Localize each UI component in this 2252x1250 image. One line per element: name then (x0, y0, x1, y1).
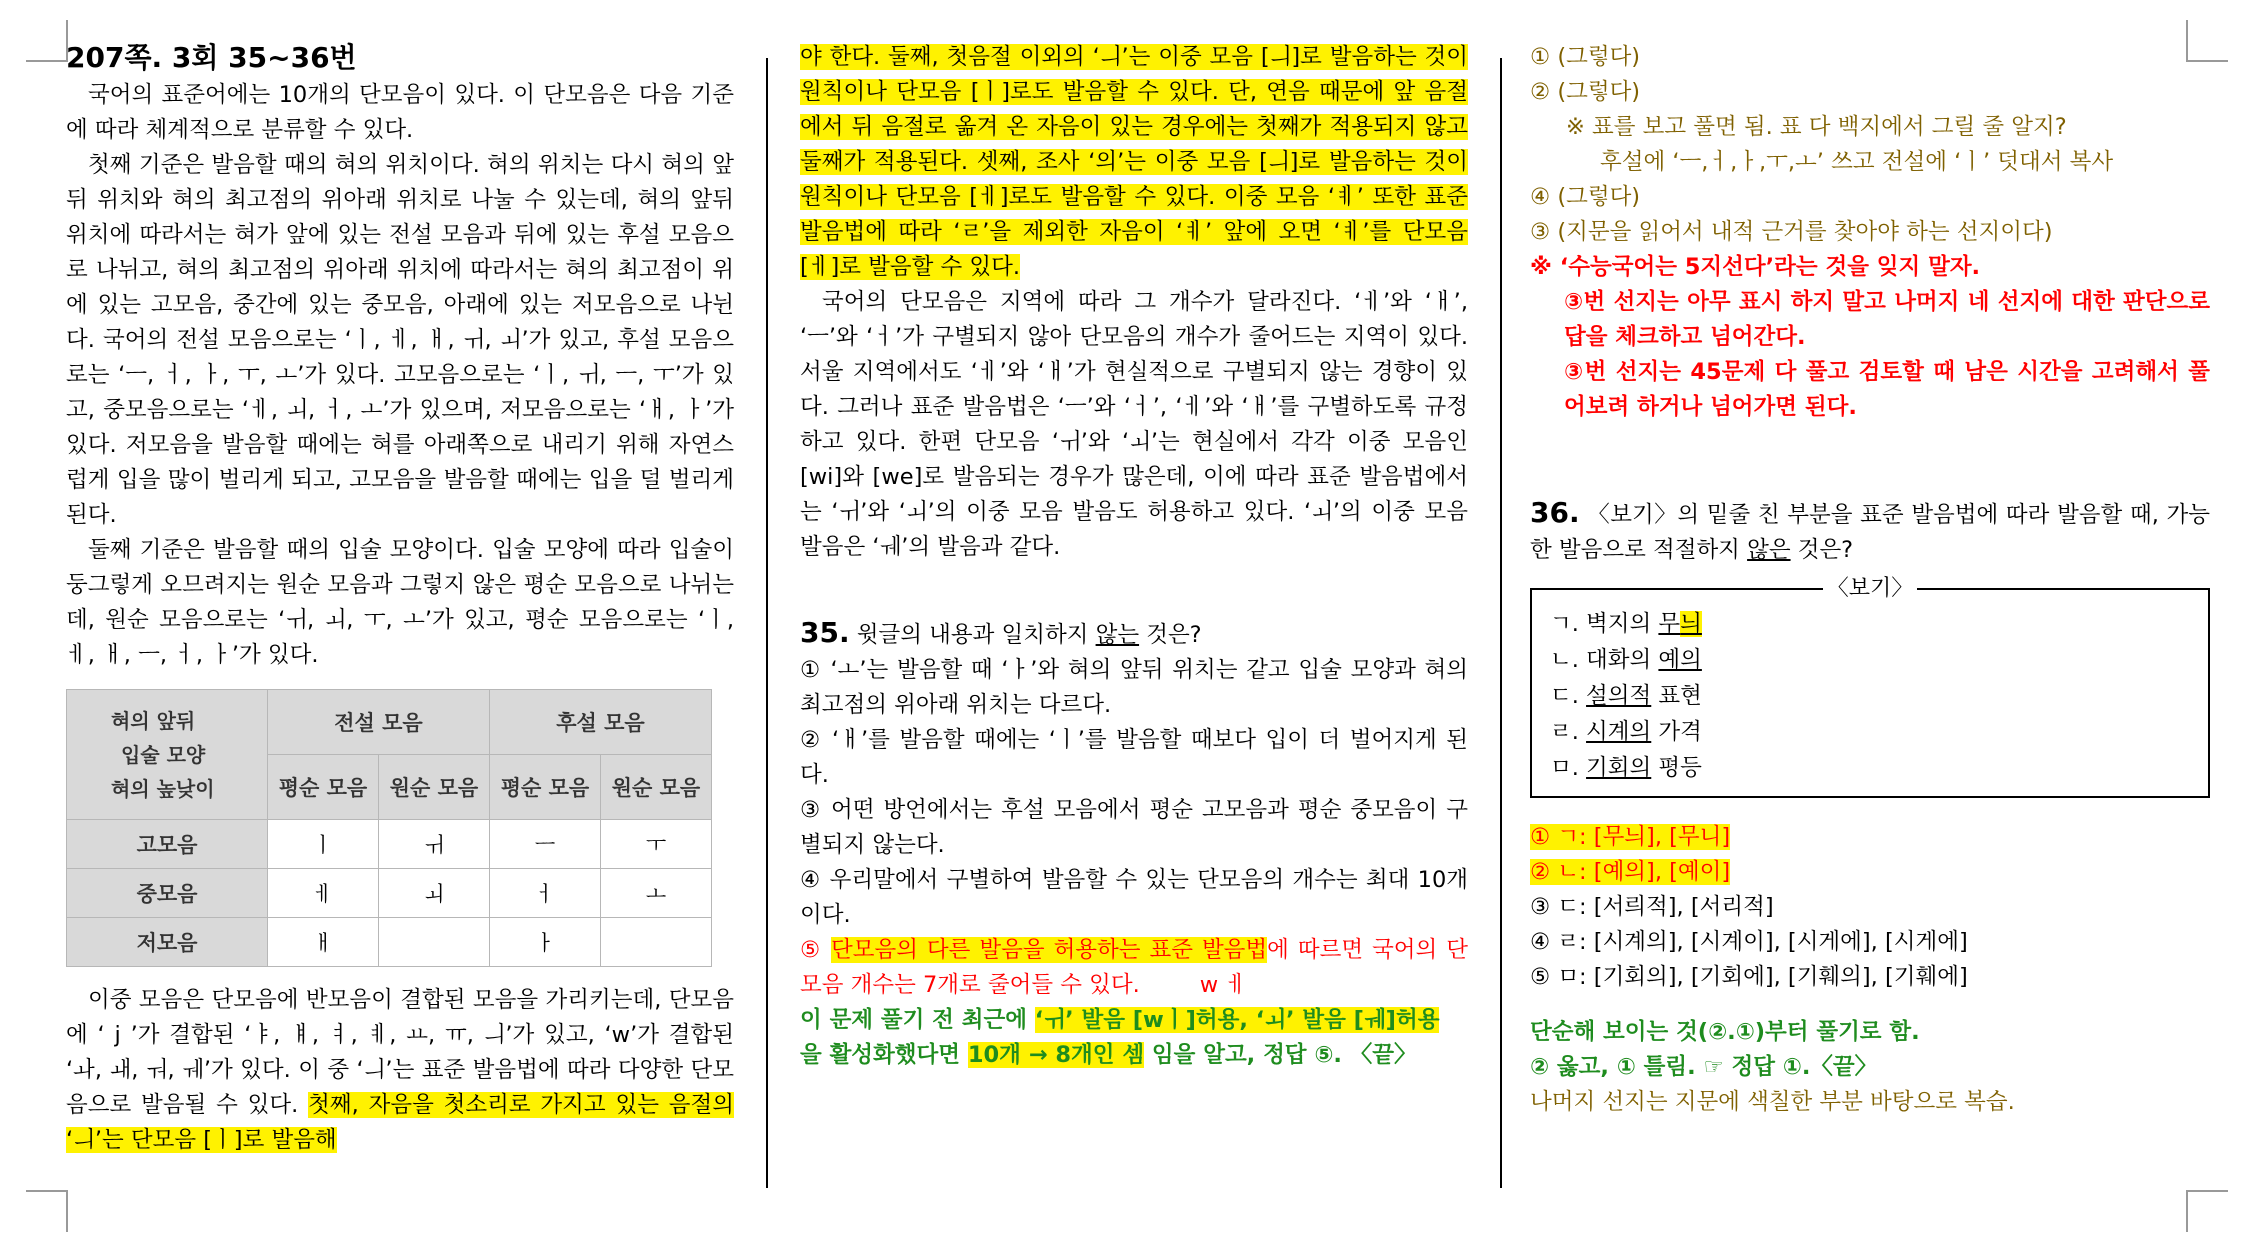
example-item-prefix: ㄷ. (1550, 683, 1587, 709)
row-label-mid: 중모음 (67, 869, 268, 918)
example-box-label (1532, 574, 2208, 604)
table-cell: ㅗ (601, 869, 712, 918)
example-item-word: 예의 (1658, 647, 1702, 673)
note-choice-3: ③ (지문을 읽어서 내적 근거를 찾아야 하는 선지이다) (1530, 219, 2053, 245)
question-36 (1530, 495, 2210, 568)
example-box (1530, 576, 2210, 798)
example-item-word: 기회의 (1586, 755, 1652, 781)
option-2-text: ② ㄴ: [예의], [예이] (1530, 859, 1731, 885)
corner-mark-bottom-left (26, 1190, 68, 1232)
example-item-prefix: ㅁ. (1550, 755, 1587, 781)
explanation-35-highlight-2: 10개 → 8개인 셈 (967, 1042, 1145, 1068)
table-row (67, 820, 712, 869)
option-1[interactable] (1530, 820, 2210, 855)
choice-2[interactable]: ② ‘ㅐ’를 발음할 때에는 ‘ㅣ’를 발음할 때보다 입이 더 벌어지게 된다. (800, 727, 1468, 788)
summary-3: 나머지 선지는 지문에 색칠한 부분 바탕으로 복습. (1530, 1089, 2015, 1115)
warning-1: ※ ‘수능국어는 5지선다’라는 것을 잊지 말자. (1530, 254, 1981, 280)
example-item-suffix: 표현 (1651, 683, 1702, 709)
summary-2: ② 옳고, ① 틀림. ☞ 정답 ①.〈끝〉 (1530, 1054, 1878, 1080)
highlight-rule-1: 첫째, 자음을 첫소리로 가지고 있는 음절의 ‘ㅢ’는 단모음 [ㅣ]로 발음해 (66, 1092, 734, 1153)
question-35-number: 35. (800, 616, 850, 649)
question-35-text: 윗글의 내용과 일치하지 (849, 622, 1096, 648)
table-header-round-back: 원순 모음 (601, 755, 712, 820)
explanation-35-highlight: ‘ㅟ’ 발음 [wㅣ]허용, ‘ㅚ’ 발음 [ㅞ]허용 (1034, 1007, 1440, 1033)
option-3[interactable]: ③ ㄷ: [서릐적], [서리적] (1530, 894, 1774, 920)
row-label-low: 저모음 (67, 918, 268, 967)
table-cell: ㅟ (379, 820, 490, 869)
page-title: 207쪽. 3회 35~36번 (66, 41, 357, 74)
spacer (800, 565, 1468, 615)
handwritten-note: w ㅔ (1199, 972, 1248, 998)
highlight-rules-2-3: 야 한다. 둘째, 첫음절 이외의 ‘ㅢ’는 이중 모음 [ㅢ]로 발음하는 것이 원칙이나 단모음 [ㅣ]로도 발음할 수 있다. 단, 연음 때문에 앞 음절에서 뒤 음절로 옮겨 온 자음이 있는 경우에는 첫째가 적용되지 않고 둘째가 적용된다. 셋째, 조사 ‘의’는 이중 모음 [ㅢ]로 발음하는 것이 원칙이나 단모음 [ㅔ]로도 발음할 수 있다. 이중 모음 ‘ㅖ’ 또한 표준 발음법에 따라 ‘ㄹ’을 제외한 자음이 ‘ㅖ’ 앞에 오면 ‘ㅖ’를 단모음 [ㅔ]로 발음할 수 있다. (800, 44, 1468, 280)
table-corner-label-front-back: 혀의 앞뒤 (111, 708, 196, 733)
question-36-text-end: 것은? (1790, 537, 1854, 563)
example-item-word: 무 (1658, 611, 1681, 637)
note-choice-4: ④ (그렇다) (1530, 184, 1641, 210)
example-item-prefix: ㄹ. (1550, 719, 1587, 745)
column-divider-2 (1500, 58, 1502, 1188)
table-cell: ㅏ (490, 918, 601, 967)
example-item-prefix: ㄴ. 대화의 (1550, 647, 1659, 673)
table-cell: ㅜ (601, 820, 712, 869)
table-cell: ㅓ (490, 869, 601, 918)
table-corner-label-lip-shape: 입술 모양 (121, 742, 206, 767)
table-cell (601, 918, 712, 967)
passage-paragraph-3: 둘째 기준은 발음할 때의 입술 모양이다. 입술 모양에 따라 입술이 둥그렇게 오므려지는 원순 모음과 그렇지 않은 평순 모음으로 나뉘는데, 원순 모음으로는 ‘ㅟ, ㅚ, ㅜ, ㅗ’가 있고, 평순 모음으로는 ‘ㅣ, ㅔ, ㅐ, ㅡ, ㅓ, ㅏ’가 있다. (66, 537, 734, 668)
option-4[interactable]: ④ ㄹ: [시계의], [시계이], [시게에], [시게에] (1530, 929, 1968, 955)
passage-paragraph-5 (800, 40, 1468, 285)
table-header-round-front: 원순 모음 (379, 755, 490, 820)
note-choice-2: ② (그렇다) (1530, 79, 1641, 105)
note-choice-1: ① (그렇다) (1530, 44, 1641, 70)
question-35 (800, 615, 1468, 653)
example-item-3 (1550, 678, 2190, 714)
example-item-2 (1550, 642, 2190, 678)
example-item-word-highlight: 늬 (1680, 611, 1702, 637)
table-cell (379, 918, 490, 967)
paragraph-4-text: 이중 모음은 단모음에 반모음이 결합된 모음을 가리키는데, 단모음에 ‘ j ’가 결합된 ‘ㅑ, ㅒ, ㅕ, ㅖ, ㅛ, ㅠ, ㅢ’가 있고, ‘w’가 결합된 ‘ㅘ, ㅙ, ㅝ, ㅞ’가 있다. 이 중 ‘ㅢ’는 표준 발음법에 따라 다양한 단모음으로 발음될 수 있다. (66, 987, 734, 1118)
option-1-text: ① ㄱ: [무늬], [무니] (1530, 824, 1731, 850)
choice-5[interactable] (800, 933, 1468, 1003)
vowel-table-corner (67, 690, 268, 820)
choice-5-text: 에 따르면 국어의 단모음 개수는 7개로 줄어들 수 있다. (800, 937, 1468, 998)
example-item-prefix: ㄱ. 벽지의 (1550, 611, 1659, 637)
table-header-front: 전설 모음 (268, 690, 490, 755)
example-item-suffix: 평등 (1651, 755, 1702, 781)
example-item-1 (1550, 606, 2190, 642)
option-2[interactable] (1530, 855, 2210, 890)
corner-mark-top-left (26, 20, 68, 62)
choice-5-number: ⑤ (800, 937, 831, 963)
explanation-35-line-1 (800, 1003, 1468, 1038)
passage-paragraph-1: 국어의 표준어에는 10개의 단모음이 있다. 이 단모음은 다음 기준에 따라 체계적으로 분류할 수 있다. (66, 82, 734, 143)
example-item-suffix: 가격 (1651, 719, 1702, 745)
spacer (1530, 995, 2210, 1015)
passage-paragraph-4 (66, 983, 734, 1158)
column-divider-1 (766, 58, 768, 1188)
table-header-back: 후설 모음 (490, 690, 712, 755)
example-item-4 (1550, 714, 2190, 750)
choice-5-highlight: 단모음의 다른 발음을 허용하는 표준 발음법 (831, 937, 1268, 963)
corner-mark-bottom-right (2186, 1190, 2228, 1232)
vowel-table (66, 689, 712, 967)
question-35-emphasis: 않는 (1095, 622, 1140, 648)
table-cell: ㅚ (379, 869, 490, 918)
example-item-word: 시계의 (1586, 719, 1652, 745)
warning-3: ③번 선지는 45문제 다 풀고 검토할 때 남은 시간을 고려해서 풀어보려 하거나 넘어가면 된다. (1564, 359, 2210, 420)
right-column (1530, 40, 2210, 1120)
example-item-5 (1550, 750, 2190, 786)
middle-column (800, 40, 1468, 1073)
table-corner-label-height: 혀의 높낮이 (111, 776, 215, 801)
choice-1[interactable]: ① ‘ㅗ’는 발음할 때 ‘ㅏ’와 혀의 앞뒤 위치는 같고 입술 모양과 혀의 최고점의 위아래 위치는 다르다. (800, 657, 1468, 718)
question-36-number: 36. (1530, 496, 1580, 529)
explanation-35-text: 이 문제 풀기 전 최근에 (800, 1007, 1035, 1033)
choice-3[interactable]: ③ 어떤 방언에서는 후설 모음에서 평순 고모음과 평순 중모음이 구별되지 않는다. (800, 797, 1468, 858)
example-box-title: 〈보기〉 (1823, 576, 1918, 601)
warning-2: ③번 선지는 아무 표시 하지 말고 나머지 네 선지에 대한 판단으로 답을 체크하고 넘어간다. (1564, 289, 2210, 350)
question-35-text-end: 것은? (1139, 622, 1202, 648)
table-header-flat-front: 평순 모음 (268, 755, 379, 820)
table-header-flat-back: 평순 모음 (490, 755, 601, 820)
explanation-35-answer: 임을 알고, 정답 ⑤. 〈끝〉 (1144, 1042, 1417, 1068)
row-label-high: 고모음 (67, 820, 268, 869)
note-tip-1: ※ 표를 보고 풀면 됨. 표 다 백지에서 그릴 줄 알지? (1566, 114, 2067, 140)
question-36-emphasis: 않은 (1747, 537, 1791, 563)
passage-paragraph-2: 첫째 기준은 발음할 때의 혀의 위치이다. 혀의 위치는 다시 혀의 앞뒤 위치와 혀의 최고점의 위아래 위치로 나눌 수 있는데, 혀의 앞뒤 위치에 따라서는 혀가 앞에 있는 전설 모음과 뒤에 있는 후설 모음으로 나뉘고, 혀의 최고점의 위아래 위치에 따라서는 혀의 최고점이 위에 있는 고모음, 중간에 있는 중모음, 아래에 있는 저모음으로 나뉜다. 국어의 전설 모음으로는 ‘ㅣ, ㅔ, ㅐ, ㅟ, ㅚ’가 있고, 후설 모음으로는 ‘ㅡ, ㅓ, ㅏ, ㅜ, ㅗ’가 있다. 고모음으로는 ‘ㅣ, ㅟ, ㅡ, ㅜ’가 있고, 중모음으로는 ‘ㅔ, ㅚ, ㅓ, ㅗ’가 있으며, 저모음으로는 ‘ㅐ, ㅏ’가 있다. 저모음을 발음할 때에는 혀를 아래쪽으로 내리기 위해 자연스럽게 입을 많이 벌리게 되고, 고모음을 발음할 때에는 입을 덜 벌리게 된다. (66, 152, 734, 528)
table-cell: ㅔ (268, 869, 379, 918)
explanation-35-text-2: 을 활성화했다면 (800, 1042, 968, 1068)
table-row (67, 918, 712, 967)
choice-4[interactable]: ④ 우리말에서 구별하여 발음할 수 있는 단모음의 개수는 최대 10개이다. (800, 867, 1468, 928)
note-tip-2: 후설에 ‘ㅡ,ㅓ,ㅏ,ㅜ,ㅗ’ 쓰고 전설에 ‘ㅣ’ 덧대서 복사 (1600, 149, 2114, 175)
table-cell: ㅐ (268, 918, 379, 967)
left-column (66, 40, 734, 1158)
table-row (67, 869, 712, 918)
question-36-text: 〈보기〉의 밑줄 친 부분을 표준 발음법에 따라 발음할 때, 가능한 발음으로 적절하지 (1530, 502, 2210, 563)
option-5[interactable]: ⑤ ㅁ: [기회의], [기회에], [기훼의], [기훼에] (1530, 964, 1968, 990)
explanation-35-line-2 (800, 1038, 1468, 1073)
table-cell: ㅣ (268, 820, 379, 869)
summary-1: 단순해 보이는 것(②.①)부터 풀기로 함. (1530, 1019, 1920, 1045)
table-cell: ㅡ (490, 820, 601, 869)
spacer (1530, 425, 2210, 495)
example-item-word: 설의적 (1586, 683, 1652, 709)
passage-paragraph-6: 국어의 단모음은 지역에 따라 그 개수가 달라진다. ‘ㅔ’와 ‘ㅐ’, ‘ㅡ’와 ‘ㅓ’가 구별되지 않아 단모음의 개수가 줄어드는 지역이 있다. 서울 지역에서도 ‘ㅔ’와 ‘ㅐ’가 현실적으로 구별되지 않는 경향이 있다. 그러나 표준 발음법은 ‘ㅡ’와 ‘ㅓ’, ‘ㅔ’와 ‘ㅐ’를 구별하도록 규정하고 있다. 한편 단모음 ‘ㅟ’와 ‘ㅚ’는 현실에서 각각 이중 모음인 [wi]와 [we]로 발음되는 경우가 많은데, 이에 따라 표준 발음법에서는 ‘ㅟ’와 ‘ㅚ’의 이중 모음 발음도 허용하고 있다. ‘ㅚ’의 이중 모음 발음은 ‘ㅞ’의 발음과 같다. (800, 289, 1468, 560)
